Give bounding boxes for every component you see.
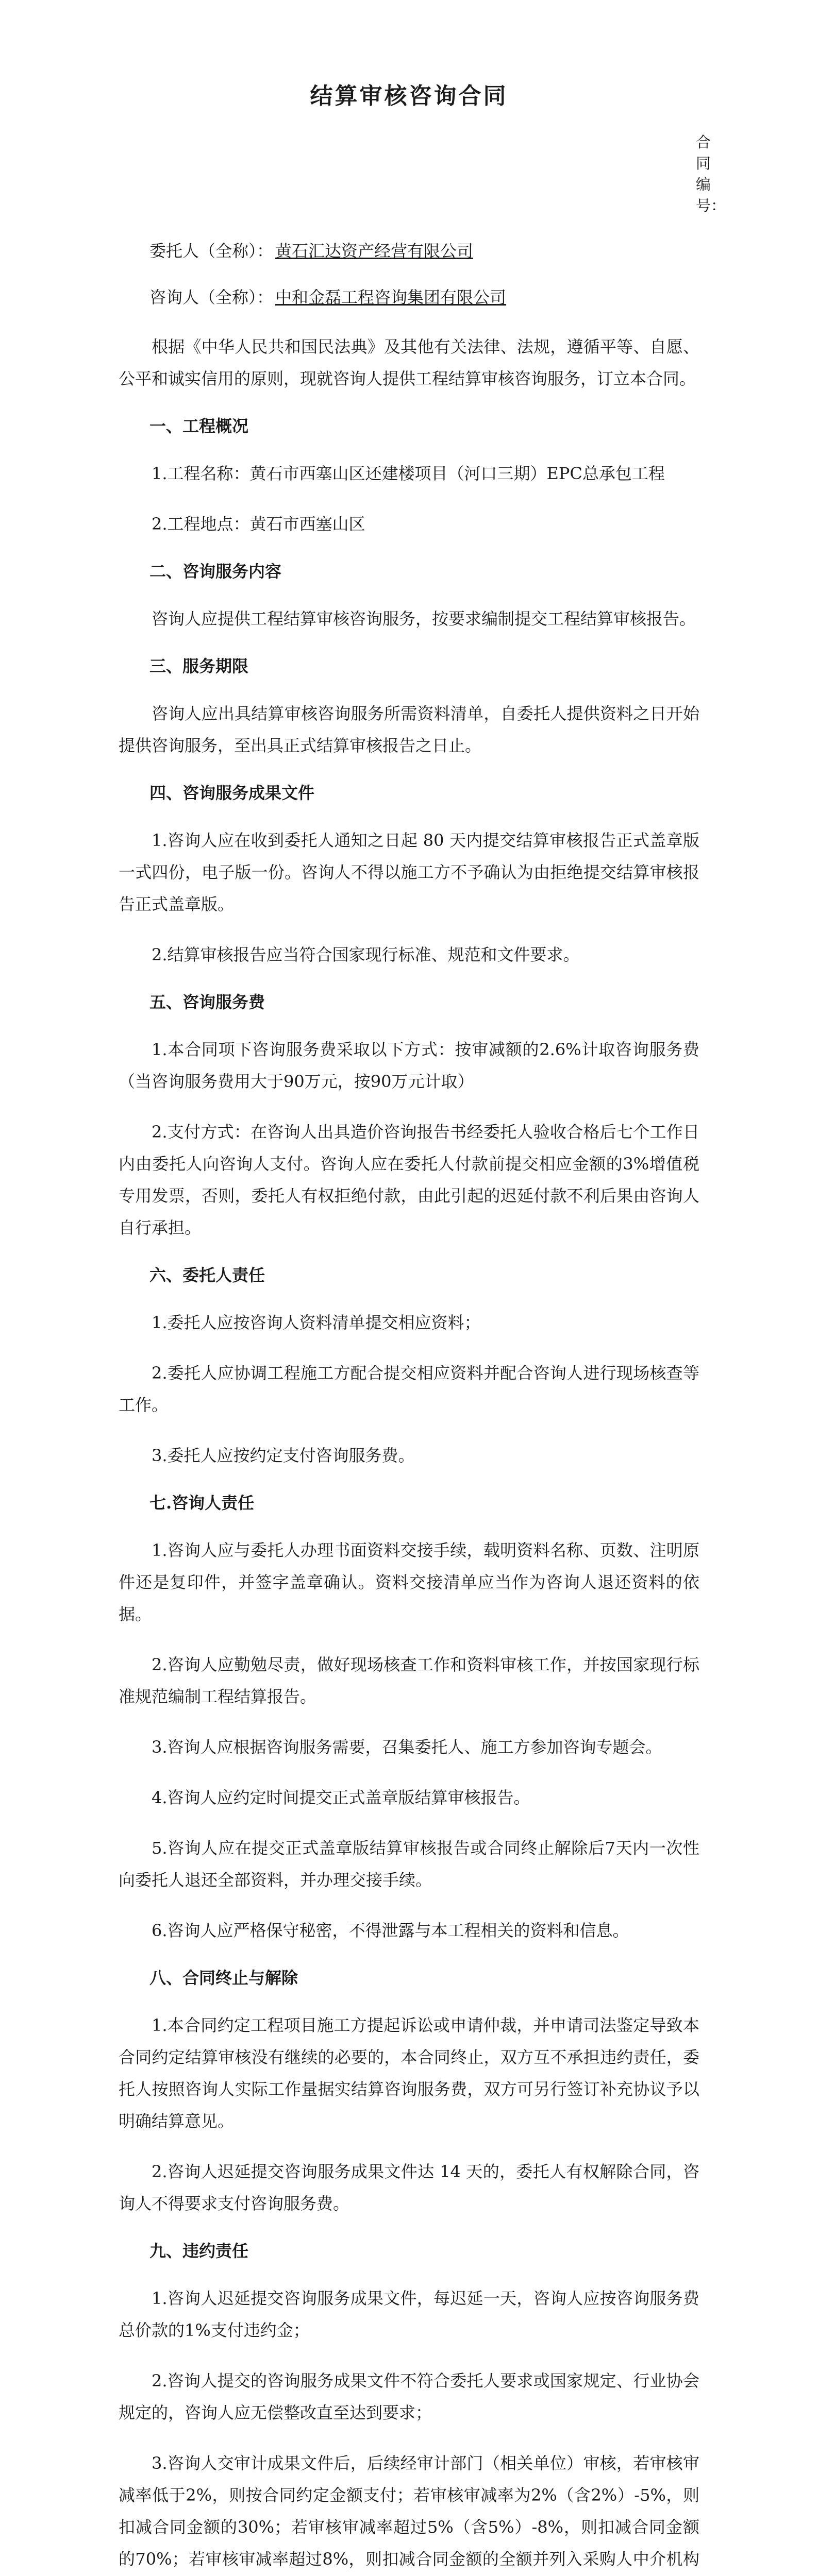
section-6-item-2: 2.委托人应协调工程施工方配合提交相应资料并配合咨询人进行现场核查等工作。 [119, 1363, 699, 1415]
section-title-termination: 八、合同终止与解除 [149, 1968, 298, 1988]
section-7-item-2: 2.咨询人应勤勉尽责，做好现场核查工作和资料审核工作，并按国家现行标准规范编制工程结算报告。 [119, 1655, 699, 1706]
document-title: 结算审核咨询合同 [310, 83, 508, 109]
section-title-deliverables: 四、咨询服务成果文件 [149, 783, 315, 803]
section-9-item-1: 1.咨询人迟延提交咨询服务成果文件，每迟延一天，咨询人应按咨询服务费总价款的1%支付违约金； [119, 2289, 699, 2340]
section-title-service-period: 三、服务期限 [149, 656, 249, 676]
section-5-item-1: 1.本合同项下咨询服务费采取以下方式：按审减额的2.6%计取咨询服务费（当咨询服务费用大于90万元，按90万元计取） [119, 1040, 699, 1091]
section-3-item-1: 咨询人应出具结算审核咨询服务所需资料清单，自委托人提供资料之日开始提供咨询服务，至出具正式结算审核报告之日止。 [119, 704, 699, 755]
client-label: 委托人（全称）： [149, 241, 274, 261]
intro-paragraph: 根据《中华人民共和国民法典》及其他有关法律、法规，遵循平等、自愿、公平和诚实信用的原则，现就咨询人提供工程结算审核咨询服务，订立本合同。 [119, 337, 699, 388]
section-1-item-2: 2.工程地点：黄石市西塞山区 [152, 514, 365, 534]
section-7-item-4: 4.咨询人应约定时间提交正式盖章版结算审核报告。 [152, 1788, 530, 1807]
section-7-item-6: 6.咨询人应严格保守秘密，不得泄露与本工程相关的资料和信息。 [152, 1921, 629, 1940]
client-name: 黄石汇达资产经营有限公司 [275, 241, 474, 261]
section-6-item-3: 3.委托人应按约定支付咨询服务费。 [152, 1446, 415, 1465]
section-4-item-2: 2.结算审核报告应当符合国家现行标准、规范和文件要求。 [152, 945, 580, 964]
section-title-service-fee: 五、咨询服务费 [149, 992, 265, 1012]
section-6-item-1: 1.委托人应按咨询人资料清单提交相应资料； [152, 1313, 481, 1332]
section-8-item-2: 2.咨询人迟延提交咨询服务成果文件达 14 天的，委托人有权解除合同，咨询人不得要求支付咨询服务费。 [119, 2162, 699, 2213]
section-title-client-duties: 六、委托人责任 [149, 1265, 265, 1285]
client-line [149, 238, 699, 262]
section-title-project-overview: 一、工程概况 [149, 416, 249, 436]
section-5-item-2: 2.支付方式：在咨询人出具造价咨询报告书经委托人验收合格后七个工作日内由委托人向咨询人支付。咨询人应在委托人付款前提交相应金额的3%增值税专用发票，否则，委托人有权拒绝付款，由此引起的迟延付款不利后果由咨询人自行承担。 [119, 1122, 699, 1238]
section-8-item-1: 1.本合同约定工程项目施工方提起诉讼或申请仲裁，并申请司法鉴定导致本合同约定结算审核没有继续的必要的，本合同终止，双方互不承担违约责任，委托人按照咨询人实际工作量据实结算咨询服务费，双方可另行签订补充协议予以明确结算意见。 [119, 2015, 699, 2131]
consultant-name: 中和金磊工程咨询集团有限公司 [275, 287, 507, 307]
section-9-item-2: 2.咨询人提交的咨询服务成果文件不符合委托人要求或国家规定、行业协会规定的，咨询人应无偿整改直至达到要求； [119, 2371, 699, 2422]
section-7-item-5: 5.咨询人应在提交正式盖章版结算审核报告或合同终止解除后7天内一次性向委托人退还全部资料，并办理交接手续。 [119, 1838, 699, 1890]
section-title-consultant-duties: 七.咨询人责任 [149, 1493, 255, 1513]
section-1-item-1: 1.工程名称：黄石市西塞山区还建楼项目（河口三期）EPC总承包工程 [152, 464, 665, 483]
section-4-item-1: 1.咨询人应在收到委托人通知之日起 80 天内提交结算审核报告正式盖章版一式四份，电子版一份。咨询人不得以施工方不予确认为由拒绝提交结算审核报告正式盖章版。 [119, 831, 699, 914]
section-title-service-content: 二、咨询服务内容 [149, 562, 282, 581]
section-2-item-1: 咨询人应提供工程结算审核咨询服务，按要求编制提交工程结算审核报告。 [152, 609, 696, 629]
section-7-item-3: 3.咨询人应根据咨询服务需要，召集委托人、施工方参加咨询专题会。 [152, 1737, 662, 1757]
consultant-label: 咨询人（全称）： [149, 287, 274, 307]
section-9-item-3: 3.咨询人交审计成果文件后，后续经审计部门（相关单位）审核，若审核审减率低于2%，则按合同约定金额支付；若审核审减率为2%（含2%）-5%，则扣减合同金额的30%；若审核审减率超过5%（含5%）-8%，则扣减合同金额的70%；若审核审减率超过8%，则扣减合同金额的全额并列入采购人中介机构 [119, 2453, 699, 2569]
contract-number-label: 合同编号： [696, 133, 726, 214]
section-7-item-1: 1.咨询人应与委托人办理书面资料交接手续，载明资料名称、页数、注明原件还是复印件，并签字盖章确认。资料交接清单应当作为咨询人退还资料的依据。 [119, 1540, 699, 1624]
consultant-line [149, 284, 699, 308]
section-title-breach-liability: 九、违约责任 [149, 2241, 249, 2261]
